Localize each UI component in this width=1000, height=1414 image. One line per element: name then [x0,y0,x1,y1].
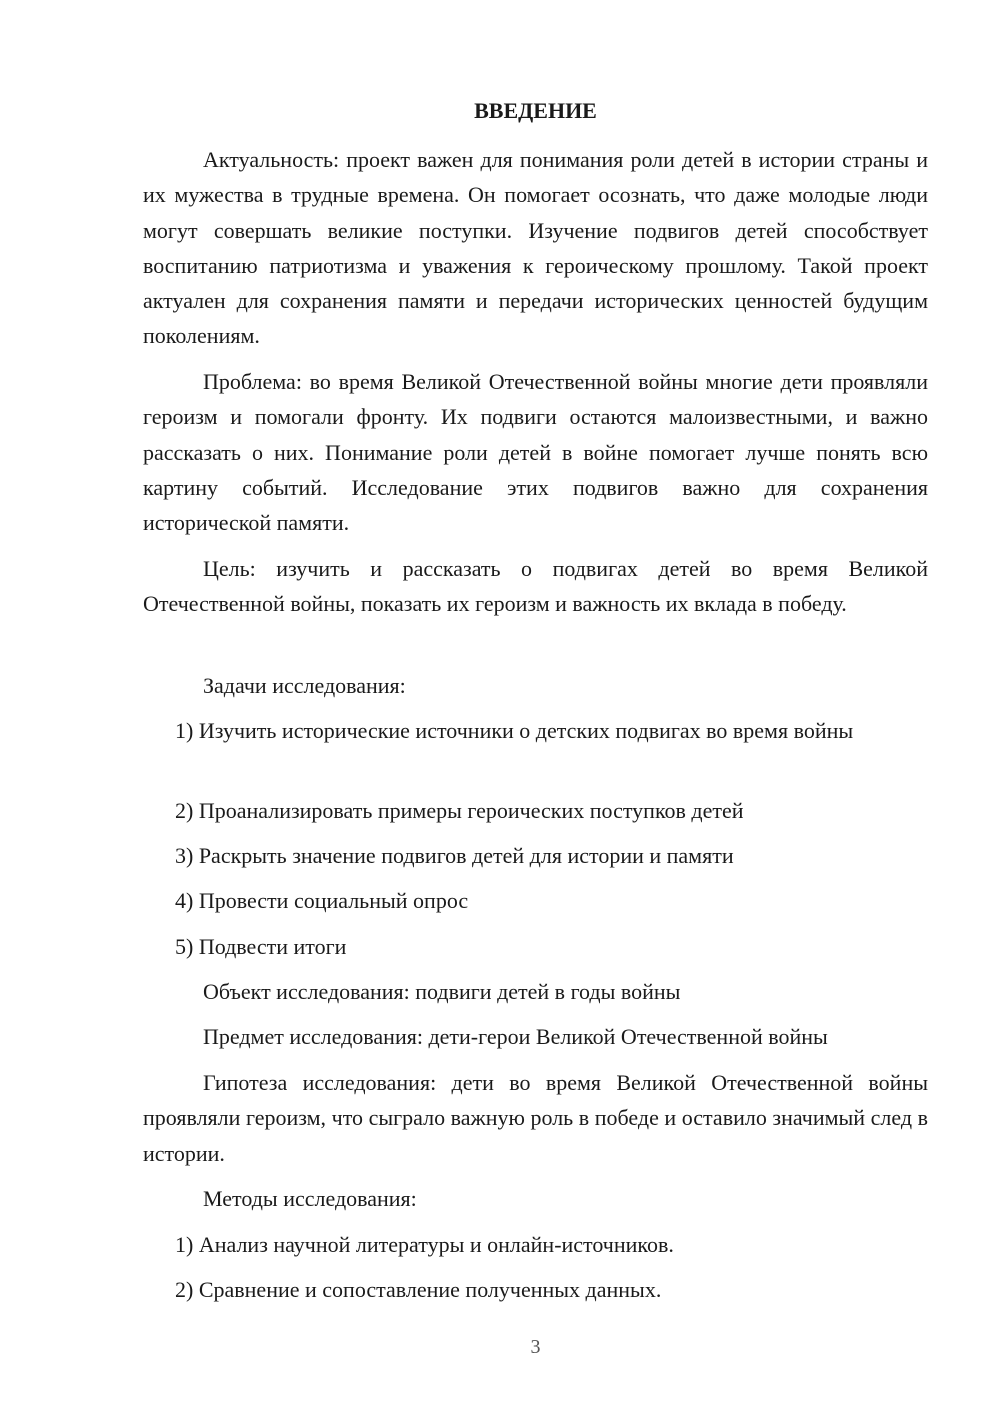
goal-paragraph: Цель: изучить и рассказать о подвигах детей во время Великой Отечественной войны, показать их героизм и важность их вклада в победу. [143,556,928,617]
task-item: 1) Изучить исторические источники о детских подвигах во время войны [175,718,854,743]
method-item: 2) Сравнение и сопоставление полученных данных. [175,1277,662,1302]
task-item: 4) Провести социальный опрос [175,888,469,913]
hypothesis-paragraph: Гипотеза исследования: дети во время Великой Отечественной войны проявляли героизм, что сыграло важную роль в победе и оставило значимый след в истории. [143,1070,928,1166]
page-number: 3 [530,1336,541,1358]
task-item: 5) Подвести итоги [175,934,347,959]
page-title: ВВЕДЕНИЕ [474,98,597,123]
relevance-paragraph: Актуальность: проект важен для понимания роли детей в истории страны и их мужества в трудные времена. Он помогает осознать, что даже молодые люди могут совершать великие поступки. Изучение подвигов детей способствует воспитанию патриотизма и уважения к героическому прошлому. Такой проект актуален для сохранения памяти и передачи исторических ценностей будущим поколениям. [143,147,928,349]
task-item: 2) Проанализировать примеры героических поступков детей [175,798,744,823]
task-item: 3) Раскрыть значение подвигов детей для истории и памяти [175,843,734,868]
subject-paragraph: Предмет исследования: дети-герои Великой Отечественной войны [203,1024,828,1049]
method-item: 1) Анализ научной литературы и онлайн-источников. [175,1232,674,1257]
problem-paragraph: Проблема: во время Великой Отечественной войны многие дети проявляли героизм и помогали фронту. Их подвиги остаются малоизвестными, и важно рассказать о них. Понимание роли детей в войне помогает лучше понять всю картину событий. Исследование этих подвигов важно для сохранения исторической памяти. [143,369,928,536]
methods-title: Методы исследования: [203,1186,417,1211]
document-page [143,0,928,1414]
tasks-title: Задачи исследования: [203,673,406,698]
object-paragraph: Объект исследования: подвиги детей в годы войны [203,979,681,1004]
